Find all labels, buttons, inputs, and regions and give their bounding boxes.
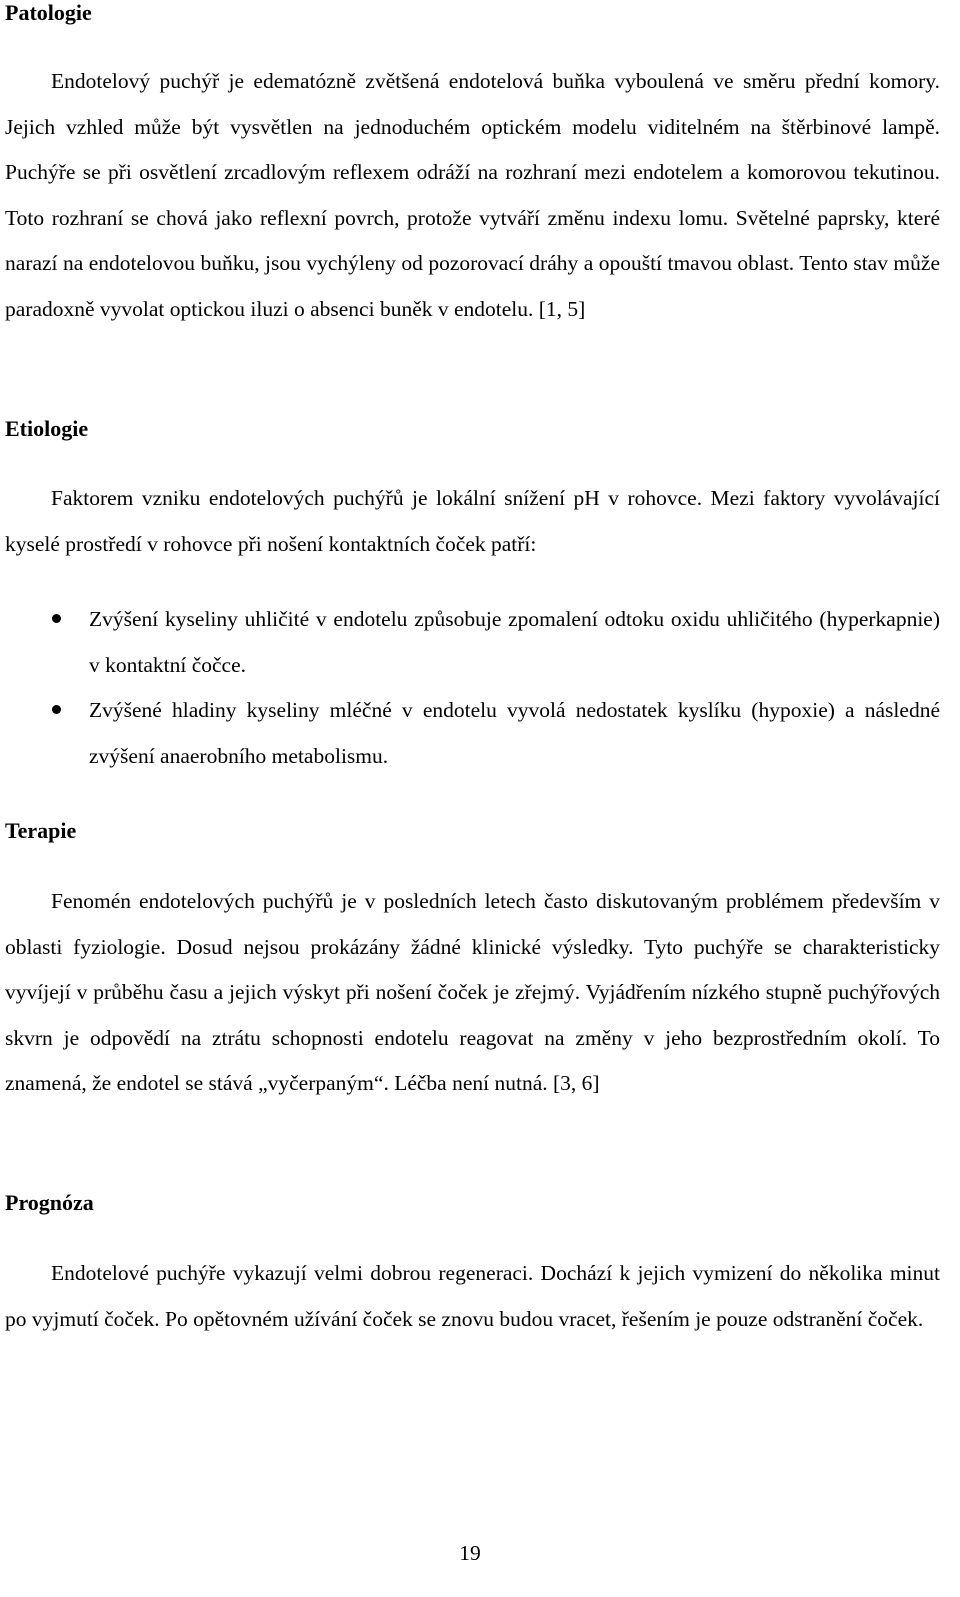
- paragraph-patologie: Endotelový puchýř je edematózně zvětšená endotelová buňka vyboulená ve směru přední komory. Jejich vzhled může být vysvětlen na jednoduchém optickém modelu viditelném na štěrbinové lampě. Puchýře se při osvětlení zrcadlovým reflexem odráží na rozhraní mezi endotelem a komorovou tekutinou. Toto rozhraní se chová jako reflexní povrch, protože vytváří změnu indexu lomu. Světelné paprsky, které narazí na endotelovou buňku, jsou vychýleny od pozorovací dráhy a opouští tmavou oblast. Tento stav může paradoxně vyvolat optickou iluzi o absenci buněk v endotelu. [1, 5]: [5, 69, 940, 321]
- bullet-text: Zvýšení kyseliny uhličité v endotelu způsobuje zpomalení odtoku oxidu uhličitého (hyperkapnie) v kontaktní čočce.: [89, 607, 940, 677]
- heading-patologie: Patologie: [5, 0, 92, 25]
- heading-terapie: Terapie: [5, 818, 77, 843]
- bullet-icon: [52, 614, 61, 623]
- bullet-list-etiologie: [5, 597, 940, 779]
- bullet-text: Zvýšené hladiny kyseliny mléčné v endotelu vyvolá nedostatek kyslíku (hypoxie) a následné zvýšení anaerobního metabolismu.: [89, 698, 940, 768]
- list-item: [5, 597, 940, 688]
- list-item: [5, 688, 940, 779]
- paragraph-terapie: Fenomén endotelových puchýřů je v posledních letech často diskutovaným problémem především v oblasti fyziologie. Dosud nejsou prokázány žádné klinické výsledky. Tyto puchýře se charakteristicky vyvíjejí v průběhu času a jejich výskyt při nošení čoček je zřejmý. Vyjádřením nízkého stupně puchýřových skvrn je odpovědí na ztrátu schopnosti endotelu reagovat na změny v jeho bezprostředním okolí. To znamená, že endotel se stává „vyčerpaným“. Léčba není nutná. [3, 6]: [5, 889, 940, 1096]
- paragraph-etiologie: Faktorem vzniku endotelových puchýřů je lokální snížení pH v rohovce. Mezi faktory vyvolávající kyselé prostředí v rohovce při nošení kontaktních čoček patří:: [5, 486, 940, 556]
- bullet-icon: [52, 705, 61, 714]
- heading-prognoza: Prognóza: [5, 1190, 94, 1215]
- paragraph-prognoza: Endotelové puchýře vykazují velmi dobrou regeneraci. Dochází k jejich vymizení do několika minut po vyjmutí čoček. Po opětovném užívání čoček se znovu budou vracet, řešením je pouze odstranění čoček.: [5, 1261, 940, 1331]
- page-number: 19: [459, 1541, 481, 1565]
- heading-etiologie: Etiologie: [5, 416, 89, 441]
